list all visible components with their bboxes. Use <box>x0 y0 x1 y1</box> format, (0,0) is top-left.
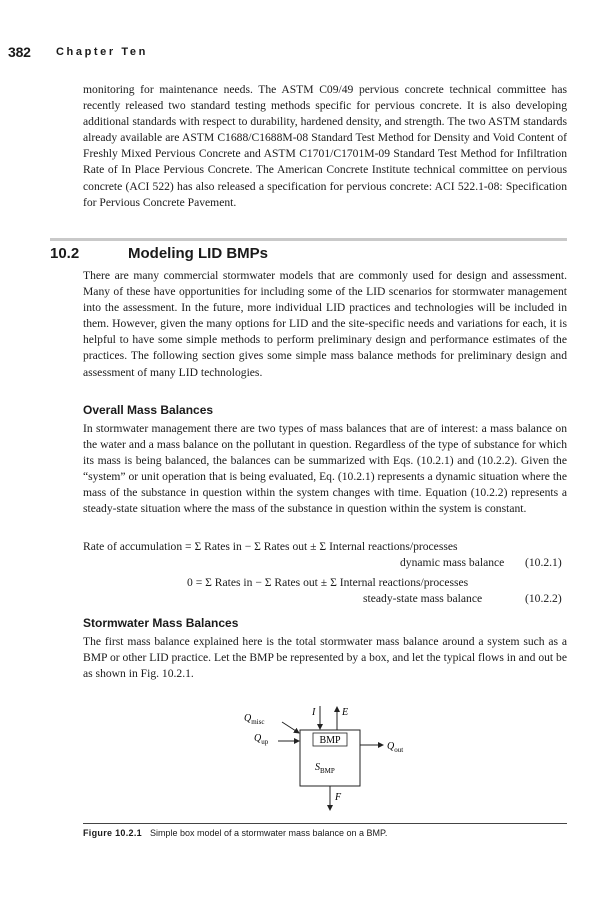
figure-caption-label: Figure 10.2.1 <box>83 828 142 838</box>
page-number: 382 <box>8 44 31 60</box>
intro-paragraph: monitoring for maintenance needs. The ASTM C09/49 pervious concrete technical committee has recently released two standard testing methods specific for pervious concrete. It is also developing additional standards with respect to durability, hardened density, and strength. The two ASTM standards already available are ASTM C1688/C1688M-08 Standard Test Method for Density and Void Content of Freshly Mixed Pervious Concrete and ASTM C1701/C1701M-09 Standard Test Method for Infiltration Rate of In Place Pervious Concrete. The American Concrete Institute technical committee on pervious concrete (ACI 522) has also released a specification for pervious concrete: ACI 522.1-08: Specification for Pervious Concrete Pavement. <box>83 83 567 209</box>
evaporation-label: E <box>342 707 349 718</box>
section-title: Modeling LID BMPs <box>128 245 268 262</box>
equation-2-description: steady-state mass balance <box>363 592 483 605</box>
equation-1-description: dynamic mass balance <box>400 556 505 569</box>
section-heading <box>50 245 268 262</box>
equation-1-line: Rate of accumulation = Σ Rates in − Σ Rates out ± Σ Internal reactions/processes <box>83 540 458 553</box>
equation-1-number: (10.2.1) <box>525 556 562 569</box>
equation-2-number: (10.2.2) <box>525 592 562 605</box>
storage-label: $S_{BMP}$ <box>315 762 335 775</box>
precipitation-label: I <box>312 707 316 718</box>
stormwater-heading: Stormwater Mass Balances <box>83 616 239 630</box>
overall-heading: Overall Mass Balances <box>83 403 214 417</box>
figure-caption-text: Simple box model of a stormwater mass balance on a BMP. <box>149 828 388 838</box>
bmp-label: BMP <box>319 735 341 746</box>
infiltration-label: F <box>335 792 342 803</box>
figure-caption <box>83 828 387 838</box>
q-misc-arrow <box>282 722 299 733</box>
q-up-label: $Q_{up}$ <box>254 733 269 746</box>
section-paragraph: There are many commercial stormwater models that are commonly used for design and assessment. Many of these have opportunities for including some of the LID scenarios for stormwater management into the assessment. In the future, more individual LID practices and technologies will be included in them. However, given the many options for LID and the site-specific needs and variations for each, it is helpful to have some simple methods to perform preliminary design and performance estimates of the practices. The following section gives some simple mass balance methods for preliminary design and assessment of many LID technologies. <box>83 269 567 379</box>
q-out-label: $Q_{out}$ <box>387 741 404 754</box>
section-divider <box>50 238 567 241</box>
equation-2-line: 0 = Σ Rates in − Σ Rates out ± Σ Internal reactions/processes <box>187 576 469 589</box>
caption-divider <box>83 823 567 824</box>
section-number: 10.2 <box>50 245 80 262</box>
overall-paragraph: In stormwater management there are two types of mass balances that are of interest: a mass balance on the water and a mass balance on the pollutant in question. Regardless of the type of substance for which its mass is being balanced, the balances can be summarized with Eqs. (10.2.1) and (10.2.2). Given the “system” or unit operation that is being evaluated, Eq. (10.2.1) represents a dynamic situation where the mass of the substance in question within the system changes with time. Equation (10.2.2) represents a steady-state situation where the mass of the substance in question within the system is constant. <box>83 422 567 516</box>
chapter-label: Chapter Ten <box>56 46 148 58</box>
stormwater-paragraph: The first mass balance explained here is the total stormwater mass balance around a system such as a BMP or other LID practice. Let the BMP be represented by a box, and let the typical flows in and out be as shown in Fig. 10.2.1. <box>83 635 567 681</box>
q-misc-label: $Q_{misc}$ <box>244 713 265 726</box>
bmp-box-model-diagram <box>230 700 430 815</box>
